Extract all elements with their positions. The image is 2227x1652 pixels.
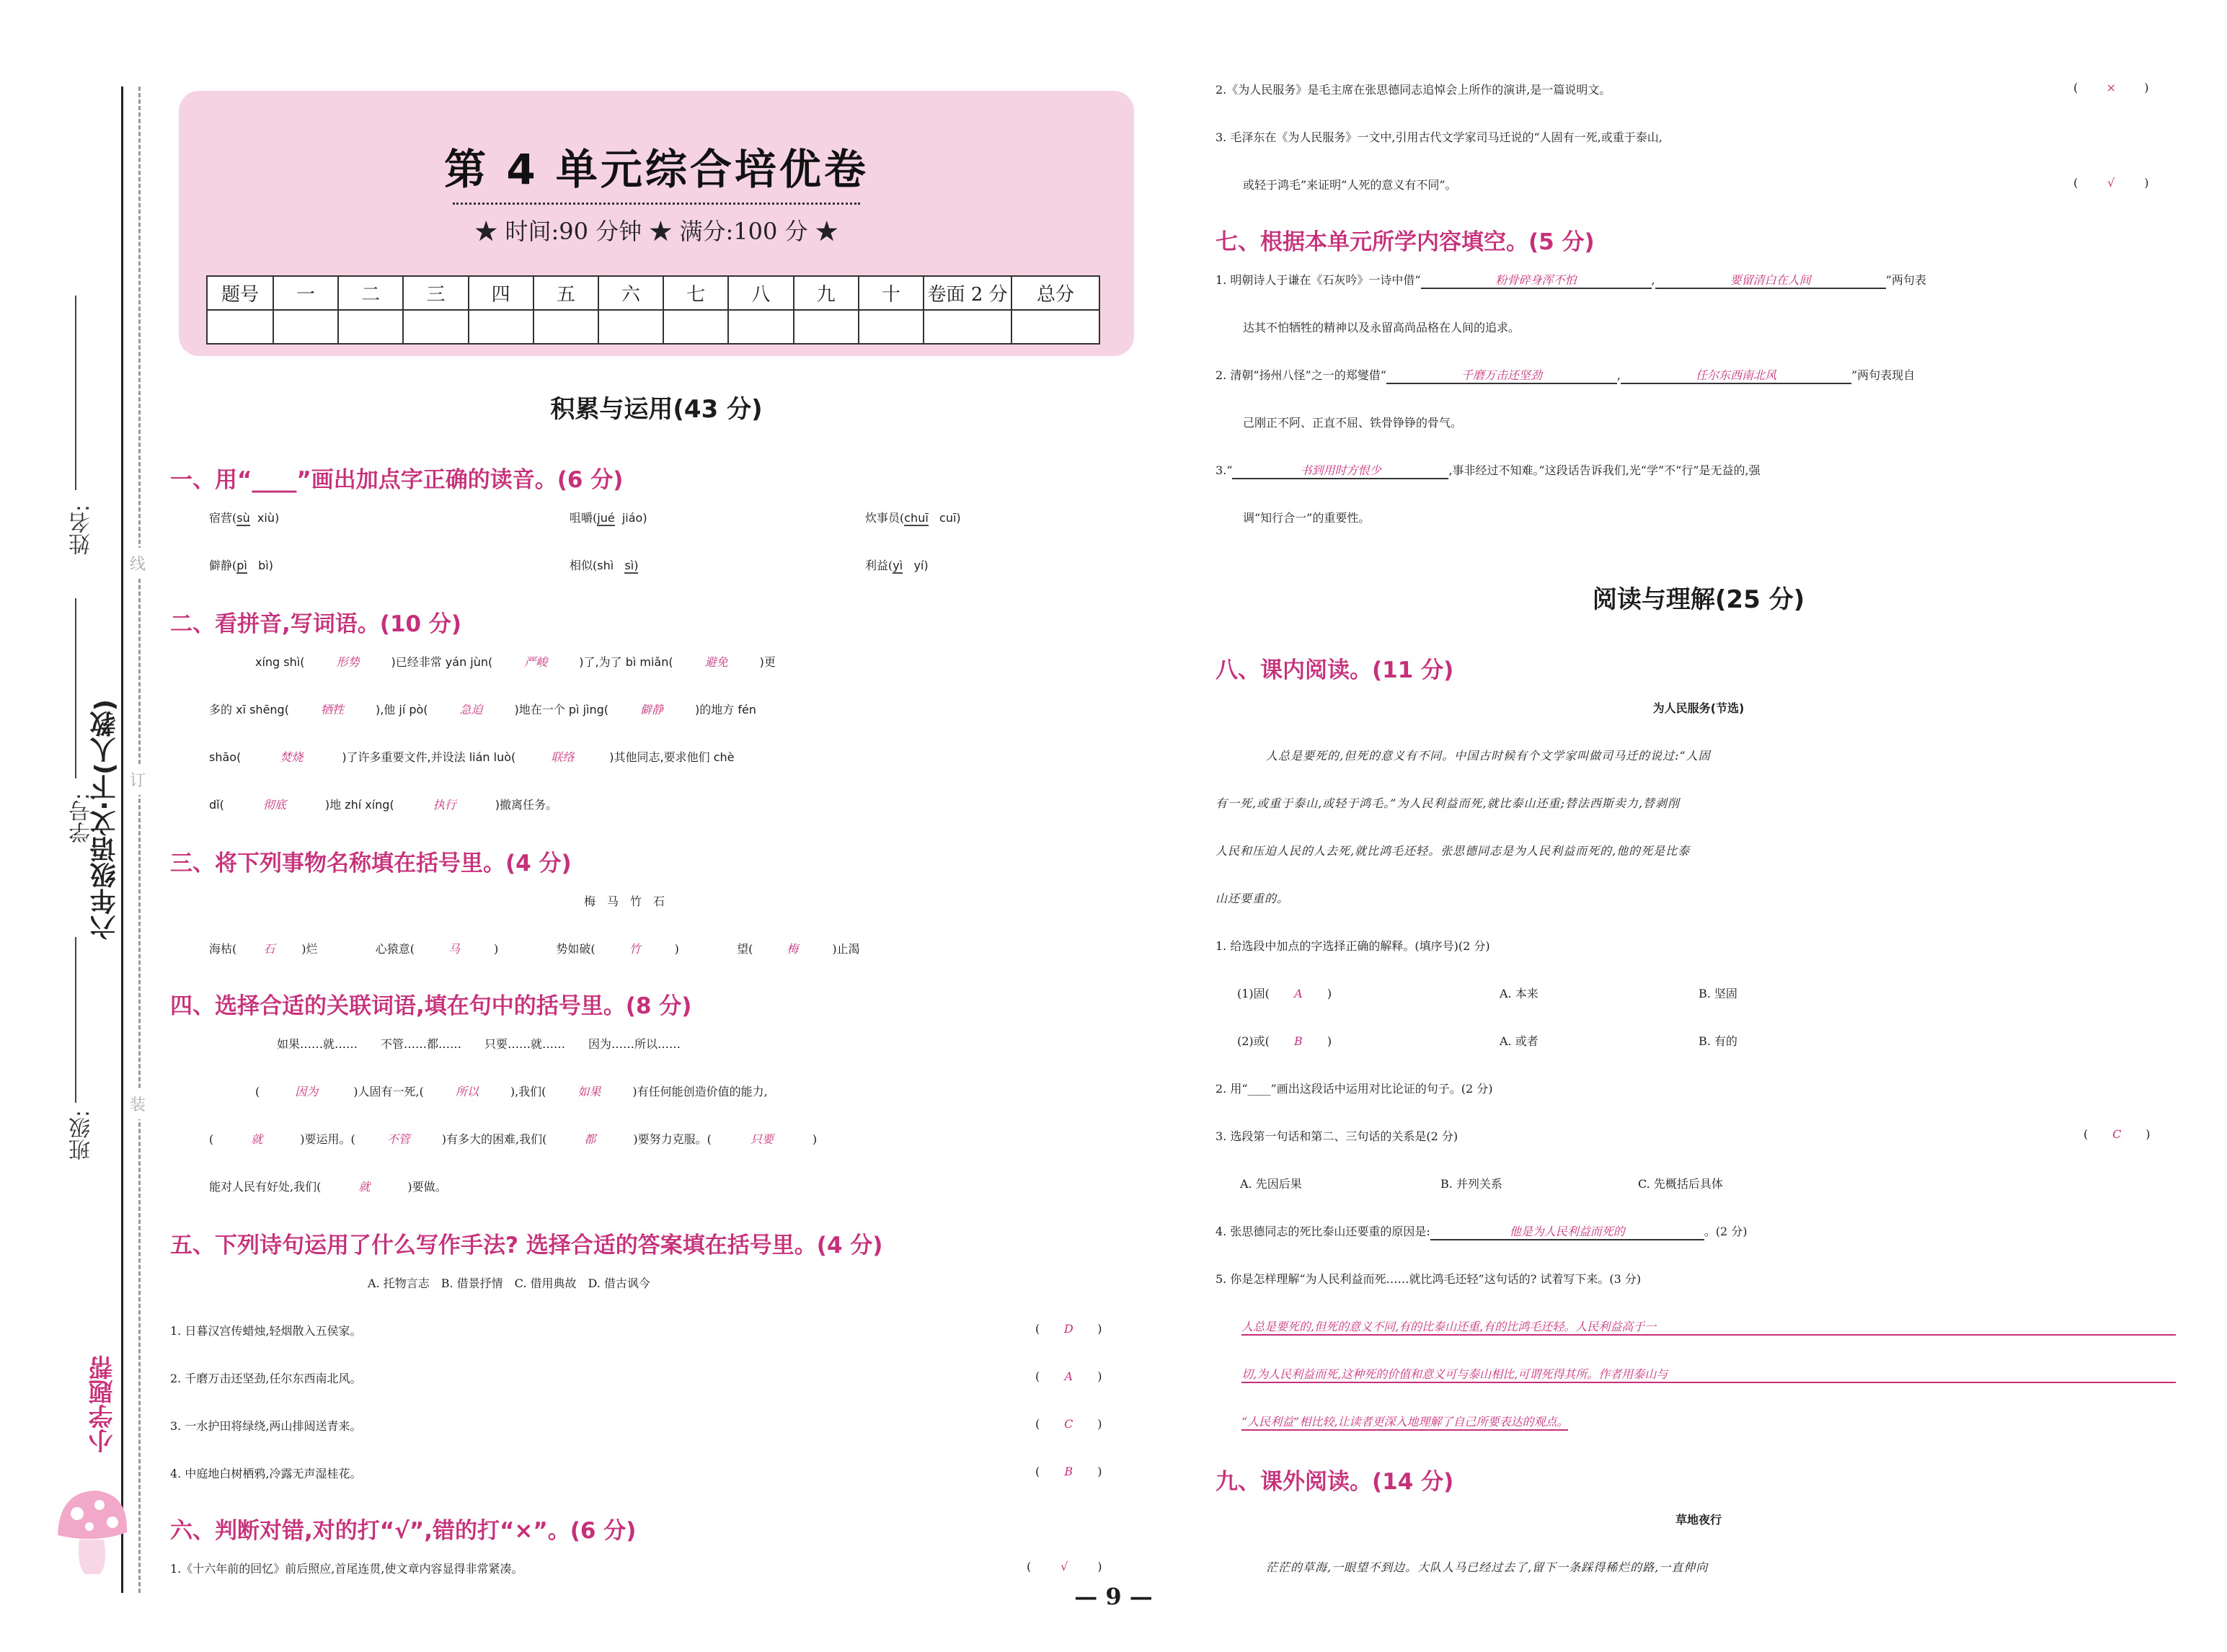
q1-word: 宿营(	[209, 511, 237, 525]
q7-answer[interactable]: 书到用时方恨少	[1232, 461, 1448, 479]
exam-title: 第 4 单元综合培优卷	[444, 145, 869, 194]
q5-item-1: 1. 日暮汉宫传蜡烛,轻烟散入五侯家。	[170, 1324, 362, 1338]
q2-heading: 二、看拼音,写词语。(10 分)	[170, 611, 462, 637]
q2-line-1	[255, 653, 776, 670]
q8-sub1b-opt1: A. 或者	[1500, 1034, 1538, 1048]
q8-sub3-opt-c: C. 先概括后具体	[1638, 1177, 1723, 1191]
q3-text: )	[674, 942, 679, 956]
q7-answer[interactable]: 粉骨碎身浑不怕	[1421, 271, 1652, 289]
q2-line-2	[209, 701, 756, 717]
q3-text: )烂	[301, 942, 318, 956]
q8-sub3-answer[interactable]: ( C )	[2084, 1127, 2151, 1141]
q8-sub3-opt-b: B. 并列关系	[1440, 1177, 1502, 1191]
q8-heading: 八、课内阅读。(11 分)	[1216, 657, 1454, 683]
page-number: — 9 —	[1074, 1583, 1153, 1610]
name-label: 姓名:	[69, 505, 94, 556]
title-divider	[453, 203, 860, 205]
q7-text: ,	[1616, 368, 1621, 382]
q6-answer-value: √	[1061, 1560, 1068, 1573]
q7-text: ”两句表	[1885, 273, 1926, 287]
q8-sub4-score: 。(2 分)	[1704, 1225, 1748, 1238]
part2-title: 阅读与理解(25 分)	[1592, 585, 1805, 614]
q1-option-b[interactable]: xiù)	[257, 511, 280, 525]
q2-text: dǐ(	[209, 798, 224, 812]
class-blank[interactable]	[75, 937, 76, 1103]
q2-answer[interactable]: 严峻	[524, 655, 548, 669]
q2-text: xíng shì(	[255, 655, 305, 669]
q3-text: 心猿意(	[375, 942, 415, 956]
q6-item-3: 3. 毛泽东在《为人民服务》一文中,引用古代文学家司马迁说的“人固有一死,或重于泰山,	[1216, 130, 1662, 144]
q3-answer[interactable]: 石	[263, 942, 275, 956]
score-header-cell: 卷面 2 分	[924, 276, 1011, 310]
q8-sub4-answer[interactable]: 他是为人民利益而死的	[1430, 1222, 1704, 1240]
title-box	[179, 91, 1134, 356]
q2-answer[interactable]: 彻底	[262, 798, 286, 812]
q6-answer-1[interactable]: ( √ )	[1027, 1560, 1102, 1573]
q2-text: )撤离任务。	[495, 798, 557, 812]
q1-option-a[interactable]: jué	[597, 511, 615, 525]
q3-word-bank: 梅 马 竹 石	[584, 894, 665, 908]
q2-text: )已经非常 yán jùn(	[391, 655, 493, 669]
class-label: 班级:	[69, 1110, 94, 1161]
q2-answer[interactable]: 形势	[336, 655, 360, 669]
q5-answer-value: C	[1064, 1417, 1073, 1431]
q2-answer[interactable]: 急迫	[459, 703, 483, 716]
q8-sub1a-answer[interactable]: A	[1294, 987, 1303, 1000]
q4-text: ),我们(	[510, 1085, 546, 1098]
score-header-cell: 八	[728, 276, 793, 310]
name-blank[interactable]	[75, 296, 76, 490]
q2-line-3	[209, 748, 734, 765]
q4-options: 如果……就…… 不管……都…… 只要……就…… 因为……所以……	[277, 1037, 681, 1051]
q7-item-2	[1216, 366, 1915, 384]
q4-answer[interactable]: 如果	[577, 1085, 601, 1098]
student-id-label: 学号:	[69, 793, 94, 844]
q5-answer-4[interactable]: ( B )	[1035, 1465, 1102, 1478]
q8-sub2: 2. 用“____”画出这段话中运用对比论证的句子。(2 分)	[1216, 1082, 1493, 1096]
q8-sub1a-label: (1)固(	[1237, 987, 1270, 1000]
bind-char-zhuang: 装	[130, 1088, 146, 1119]
q2-text: 多的 xī shēng(	[209, 703, 289, 716]
score-cell[interactable]	[1011, 310, 1099, 344]
q5-item-2: 2. 千磨万击还坚劲,任尔东西南北风。	[170, 1372, 362, 1385]
q4-text: )有任何能创造价值的能力,	[632, 1085, 768, 1098]
q7-text: ,事非经过不知难。”这段话告诉我们,光“学”不“行”是无益的,强	[1448, 463, 1761, 477]
score-header-cell: 总分	[1011, 276, 1099, 310]
score-table	[206, 275, 1100, 345]
q4-answer[interactable]: 因为	[295, 1085, 319, 1098]
q1-item-1	[209, 509, 279, 525]
score-cell[interactable]	[273, 310, 338, 344]
score-header-cell: 三	[403, 276, 468, 310]
q1-word: 利益(	[865, 559, 893, 572]
score-cell[interactable]	[794, 310, 859, 344]
q4-text: )要做。	[407, 1180, 447, 1194]
q4-answer[interactable]: 都	[584, 1132, 596, 1146]
q8-passage-line: 山还要重的。	[1216, 892, 1290, 905]
q7-text: 3.“	[1216, 463, 1233, 477]
q1-option-a[interactable]: pì	[236, 559, 247, 572]
q8-sub1: 1. 给选段中加点的字选择正确的解释。(填序号)(2 分)	[1216, 939, 1490, 953]
q7-answer[interactable]: 要留清白在人间	[1655, 271, 1886, 289]
q5-answer-value: D	[1063, 1322, 1073, 1336]
q8-sub3-answer-value: C	[2112, 1127, 2122, 1141]
q1-option-a[interactable]: yì	[893, 559, 903, 572]
q1-word: 相似(	[570, 559, 598, 572]
q1-option-b[interactable]: yí)	[913, 559, 929, 572]
q4-line-3	[209, 1178, 447, 1194]
q4-text: )要运用。(	[300, 1132, 355, 1146]
q2-answer[interactable]: 联络	[551, 750, 575, 764]
q3-text: 望(	[737, 942, 753, 956]
score-cell[interactable]	[469, 310, 533, 344]
bind-char-xian: 线	[130, 548, 146, 579]
score-cell[interactable]	[598, 310, 663, 344]
q9-passage-title: 草地夜行	[1675, 1513, 1722, 1527]
q2-answer[interactable]: 僻静	[639, 703, 663, 716]
q1-option-b[interactable]: bì)	[258, 559, 273, 572]
q6-answer-2[interactable]: ( × )	[2073, 81, 2149, 94]
q5-item-3: 3. 一水护田将绿绕,两山排闼送青来。	[170, 1419, 362, 1433]
q2-answer[interactable]: 避免	[704, 655, 728, 669]
score-table-input-row	[207, 310, 1099, 344]
q3-text: 海枯(	[209, 942, 237, 956]
q2-text: )更	[759, 655, 776, 669]
q4-answer[interactable]: 只要	[750, 1132, 774, 1146]
q8-sub1a-opt1: A. 本来	[1500, 987, 1538, 1000]
q1-option-a[interactable]: sù	[236, 511, 250, 525]
q3-answer[interactable]: 马	[448, 942, 460, 956]
q8-passage-line: 人民和压迫人民的人去死,就比鸿毛还轻。张思德同志是为人民利益而死的,他的死是比泰	[1216, 844, 1691, 858]
q3-text: )止渴	[832, 942, 860, 956]
q4-answer[interactable]: 就	[358, 1180, 371, 1194]
q2-text: )地 zhí xíng(	[324, 798, 394, 812]
q5-options: A. 托物言志 B. 借景抒情 C. 借用典故 D. 借古讽今	[368, 1276, 650, 1290]
q9-heading: 九、课外阅读。(14 分)	[1216, 1469, 1454, 1495]
q3-answer[interactable]: 梅	[787, 942, 799, 956]
q1-word: 咀嚼(	[570, 511, 598, 525]
q8-sub1b-opt2: B. 有的	[1699, 1034, 1737, 1048]
q6-answer-value: ×	[2106, 81, 2116, 94]
q1-option-a[interactable]: chuī	[904, 511, 929, 525]
q1-option-b[interactable]: cuī)	[939, 511, 961, 525]
q8-sub5-answer-line[interactable]: “人民利益”相比较,让读者更深入地理解了自己所要表达的观点。	[1241, 1413, 1568, 1431]
q8-sub1a-close: )	[1327, 987, 1332, 1000]
q2-answer[interactable]: 焚烧	[280, 750, 304, 764]
q8-sub4-text: 4. 张思德同志的死比泰山还要重的原因是:	[1216, 1225, 1430, 1238]
q3-text: )	[493, 942, 499, 956]
q2-text: )了,为了 bì miǎn(	[579, 655, 673, 669]
score-cell[interactable]	[728, 310, 793, 344]
q8-passage-line: 人总是要死的,但死的意义有不同。中国古时候有个文学家叫做司马迁的说过:“人固	[1266, 749, 1711, 763]
q6-item-1: 1.《十六年前的回忆》前后照应,首尾连贯,使文章内容显得非常紧凑。	[170, 1562, 523, 1576]
score-header-cell: 六	[598, 276, 663, 310]
q8-sub1a	[1237, 985, 1332, 1001]
q1-option-b[interactable]: sì)	[624, 559, 639, 572]
part1-title: 积累与运用(43 分)	[550, 395, 763, 424]
q5-answer-value: A	[1064, 1369, 1073, 1383]
score-header-cell: 题号	[207, 276, 273, 310]
q7-text: 1. 明朝诗人于谦在《石灰吟》一诗中借“	[1216, 273, 1421, 287]
q4-answer[interactable]: 所以	[455, 1085, 479, 1098]
q3-blanks	[209, 940, 860, 956]
score-cell[interactable]	[533, 310, 598, 344]
q6-item-2: 2.《为人民服务》是毛主席在张思德同志追悼会上所作的演讲,是一篇说明文。	[1216, 83, 1611, 97]
q7-heading: 七、根据本单元所学内容填空。(5 分)	[1216, 229, 1595, 255]
q1-item-6	[865, 556, 929, 573]
q3-text: 势如破(	[556, 942, 596, 956]
q2-text: )了许多重要文件,并设法 lián luò(	[342, 750, 516, 764]
q7-item-3-cont: 调“知行合一”的重要性。	[1243, 511, 1371, 525]
q8-sub3-opt-a: A. 先因后果	[1240, 1177, 1302, 1191]
q1-heading: 一、用“____”画出加点字正确的读音。(6 分)	[170, 467, 624, 493]
score-header-cell: 七	[663, 276, 728, 310]
q7-item-1	[1216, 271, 1926, 289]
q5-answer-2[interactable]: ( A )	[1035, 1369, 1102, 1383]
q4-heading: 四、选择合适的关联词语,填在句中的括号里。(8 分)	[170, 993, 692, 1019]
q4-answer[interactable]: 不管	[386, 1132, 410, 1146]
score-header-cell: 一	[273, 276, 338, 310]
q8-sub5: 5. 你是怎样理解“为人民利益而死……就比鸿毛还轻”这句话的? 试着写下来。(3 分)	[1216, 1272, 1642, 1286]
q8-sub5-answer-line[interactable]: 切,为人民利益而死,这种死的价值和意义可与泰山相比,可谓死得其所。作者用泰山与	[1241, 1365, 2176, 1383]
q2-text: )其他同志,要求他们 chè	[609, 750, 735, 764]
score-cell[interactable]	[207, 310, 273, 344]
q8-sub4	[1216, 1222, 1748, 1240]
q2-text: )地在一个 pì jìng(	[514, 703, 608, 716]
q5-answer-1[interactable]: ( D )	[1035, 1322, 1102, 1336]
q8-sub3: 3. 选段第一句话和第二、三句话的关系是(2 分)	[1216, 1129, 1458, 1143]
q3-heading: 三、将下列事物名称填在括号里。(4 分)	[170, 851, 572, 876]
q5-answer-value: B	[1064, 1465, 1073, 1478]
q7-text: ,	[1651, 273, 1655, 287]
q1-item-3	[865, 509, 961, 525]
q3-answer[interactable]: 竹	[629, 942, 641, 956]
q1-item-2	[570, 509, 647, 525]
q7-answer[interactable]: 千磨万击还坚劲	[1386, 366, 1617, 384]
q4-text: )要努力克服。(	[633, 1132, 712, 1146]
q7-answer[interactable]: 任尔东西南北风	[1621, 366, 1851, 384]
q8-sub1b-answer[interactable]: B	[1294, 1034, 1303, 1048]
score-cell[interactable]	[924, 310, 1011, 344]
score-header-cell: 九	[794, 276, 859, 310]
q8-sub1b	[1237, 1032, 1332, 1049]
q2-text: )的地方 fén	[695, 703, 756, 716]
q7-item-3	[1216, 461, 1761, 479]
q8-passage-line: 有一死,或重于泰山,或轻于鸿毛。”为人民利益而死,就比泰山还重;替法西斯卖力,替剥削	[1216, 796, 1680, 810]
q1-option-b[interactable]: jiáo)	[621, 511, 647, 525]
score-cell[interactable]	[403, 310, 468, 344]
q4-text: )人固有一死,(	[353, 1085, 424, 1098]
q8-sub5-answer-line[interactable]: 人总是要死的,但死的意义不同,有的比泰山还重,有的比鸿毛还轻。人民利益高于一	[1241, 1318, 2176, 1336]
q4-text: 能对人民有好处,我们(	[209, 1180, 322, 1194]
grade-label: 六年级语文·下(人教)	[90, 699, 120, 941]
q7-text: 2. 清朝“扬州八怪”之一的郑燮借“	[1216, 368, 1386, 382]
q8-sub1a-opt2: B. 坚固	[1699, 987, 1737, 1000]
q4-text: )有多大的困难,我们(	[441, 1132, 547, 1146]
q4-line-1	[255, 1083, 768, 1099]
q7-item-1-cont: 达其不怕牺牲的精神以及永留高尚品格在人间的追求。	[1243, 321, 1520, 334]
q4-answer[interactable]: 就	[251, 1132, 263, 1146]
binding-strip	[0, 0, 151, 1652]
score-header-cell: 五	[533, 276, 598, 310]
student-id-blank[interactable]	[75, 598, 76, 778]
q1-word: 僻静(	[209, 559, 237, 572]
bind-char-ding: 订	[130, 764, 146, 795]
q5-item-4: 4. 中庭地白树栖鸦,冷露无声湿桂花。	[170, 1467, 362, 1480]
score-header-cell: 二	[338, 276, 403, 310]
score-cell[interactable]	[859, 310, 924, 344]
q6-answer-3[interactable]: ( √ )	[2073, 176, 2149, 190]
q5-heading: 五、下列诗句运用了什么写作手法? 选择合适的答案填在括号里。(4 分)	[170, 1233, 883, 1258]
brand-label: 小学题帮	[89, 1355, 118, 1453]
q1-item-4	[209, 556, 273, 573]
q2-text: shāo(	[209, 750, 242, 764]
exam-subtitle: ★ 时间:90 分钟 ★ 满分:100 分 ★	[474, 218, 838, 245]
q7-text: ”两句表现自	[1851, 368, 1916, 382]
q2-text: ),他 jí pò(	[375, 703, 428, 716]
q2-answer[interactable]: 执行	[433, 798, 456, 812]
score-table-header-row	[207, 276, 1099, 310]
score-header-cell: 四	[469, 276, 533, 310]
q4-text: (	[209, 1132, 214, 1146]
q4-text: (	[255, 1085, 260, 1098]
q2-line-4	[209, 796, 557, 812]
q1-option-a[interactable]: shì	[597, 559, 614, 572]
score-header-cell: 十	[859, 276, 924, 310]
q1-word: 炊事员(	[865, 511, 905, 525]
q8-sub1b-close: )	[1327, 1034, 1332, 1048]
q6-answer-value: √	[2107, 176, 2115, 190]
q6-item-3-cont: 或轻于鸿毛”来证明“人死的意义有不同”。	[1243, 178, 1457, 192]
score-cell[interactable]	[663, 310, 728, 344]
q6-heading: 六、判断对错,对的打“√”,错的打“×”。(6 分)	[170, 1518, 637, 1544]
q4-text: )	[812, 1132, 818, 1146]
q8-sub1b-label: (2)或(	[1237, 1034, 1270, 1048]
mushroom-logo-icon	[52, 1485, 131, 1578]
q5-answer-3[interactable]: ( C )	[1035, 1417, 1102, 1431]
q4-line-2	[209, 1130, 817, 1147]
q2-answer[interactable]: 牺牲	[320, 703, 344, 716]
q1-item-5	[570, 556, 638, 573]
q8-passage-title: 为人民服务(节选)	[1652, 701, 1745, 715]
score-cell[interactable]	[338, 310, 403, 344]
q7-item-2-cont: 己刚正不阿、正直不屈、铁骨铮铮的骨气。	[1243, 416, 1463, 430]
binding-cut-line	[138, 86, 141, 1593]
q9-passage-line: 茫茫的草海,一眼望不到边。大队人马已经过去了,留下一条踩得稀烂的路,一直伸向	[1266, 1560, 1709, 1574]
